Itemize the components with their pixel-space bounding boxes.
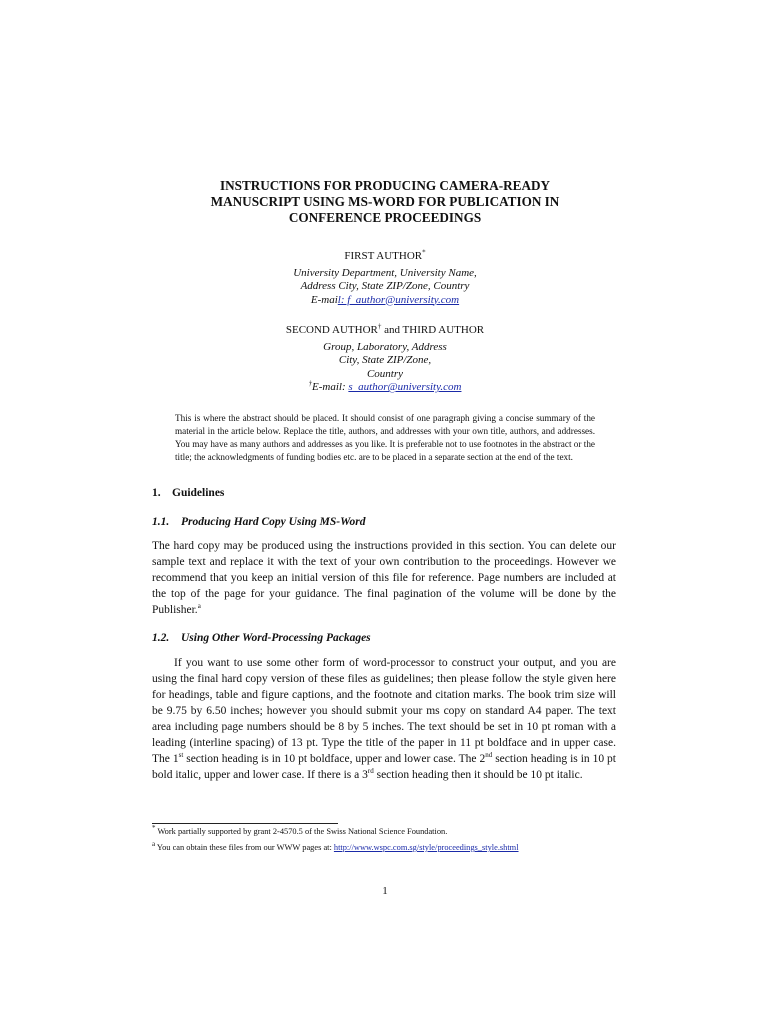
first-author-affiliation-1: University Department, University Name, — [293, 266, 477, 279]
section-1-2-paragraph: If you want to use some other form of word-processor to construct your output, and you are using the final hard copy version of these files as guidelines; then please follow the style given here for headings, table and figure captions, and the footnote and citation marks. The book trim size will be 9.75 by 6.50 inches; however you should submit your ms copy on standard A4 paper. The text area including page numbers should be 8 by 5 inches. The text should be set in 10 pt roman with a leading (interline spacing) of 13 pt. Type the title of the paper in 11 pt boldface and in upper case. The 1st section heading is in 10 pt boldface, upper and lower case. The 2nd section heading is in 10 pt bold italic, upper and lower case. If there is a 3rd section heading then it should be 10 pt italic. — [152, 657, 616, 781]
section-1-heading — [152, 487, 224, 499]
page-number: 1 — [382, 885, 388, 897]
section-1-1-heading — [152, 516, 365, 528]
section-1-2-heading — [152, 632, 371, 644]
section-1-2-number: 1.2. — [152, 632, 170, 644]
section-1-1-title: Producing Hard Copy Using MS-Word — [181, 516, 366, 528]
section-1-title: Guidelines — [172, 487, 225, 499]
title-line-2: MANUSCRIPT USING MS-WORD FOR PUBLICATION IN — [210, 194, 560, 209]
paper-title — [150, 178, 620, 226]
second-author-block — [150, 324, 620, 395]
abstract: This is where the abstract should be placed. It should consist of one paragraph giving a concise summary of the material in the article below. Replace the title, authors, and addresses with your own title, authors, and addresses. You may have as many authors and addresses as you like. It is preferable not to use footnotes in the abstract or the title; the acknowledgments of funding bodies etc. are to be placed in a separate section at the end of the text. — [175, 413, 595, 462]
footnote-ref-a[interactable]: a — [197, 602, 201, 611]
first-author-block — [150, 250, 620, 307]
first-author-mark: * — [422, 248, 426, 257]
second-author-email-link[interactable]: s_author@university.com — [348, 381, 462, 393]
first-author-email-link[interactable]: l: f_author@university.com — [337, 293, 460, 306]
first-author-affiliation-2: Address City, State ZIP/Zone, Country — [300, 280, 470, 292]
footnote-1: * Work partially supported by grant 2-4570.5 of the Swiss National Science Foundation. — [152, 824, 448, 836]
title-line-1: INSTRUCTIONS FOR PRODUCING CAMERA-READY — [219, 178, 551, 193]
title-line-3: CONFERENCE PROCEEDINGS — [288, 210, 482, 225]
first-author-email: E-mail: f_author@university.com — [310, 293, 460, 306]
second-author-affiliation-3: Country — [366, 367, 404, 380]
section-1-2-title: Using Other Word-Processing Packages — [181, 632, 371, 644]
section-1-1-number: 1.1. — [152, 516, 170, 528]
section-1-number: 1. — [152, 487, 161, 499]
second-author-email: †E-mail: s_author@university.com — [308, 379, 462, 393]
second-author-name: SECOND AUTHOR† and THIRD AUTHOR — [285, 322, 485, 336]
section-1-1-paragraph: The hard copy may be produced using the instructions provided in this section. You can delete our sample text and replace it with the text of your own contribution to the proceedings. However we recommend that you keep an initial version of this file for reference. Page numbers are included at the top of the page for your guidance. The final pagination of the volume will be done by the Publisher.$^a$ — [152, 540, 616, 616]
first-author-name: FIRST AUTHOR* — [344, 248, 426, 262]
footnote-divider — [152, 823, 338, 824]
second-author-mark: † — [377, 322, 382, 331]
second-author-affiliation-1: Group, Laboratory, Address — [323, 340, 447, 353]
second-author-affiliation-2: City, State ZIP/Zone, — [338, 354, 432, 366]
style-files-link[interactable]: http://www.wspc.com.sg/style/proceedings_style.shtml — [333, 843, 519, 852]
footnote-2: $^a$ You can obtain these files from our WWW pages at: http://www.wspc.com.sg/style/proceedings_style.shtml — [152, 840, 519, 852]
